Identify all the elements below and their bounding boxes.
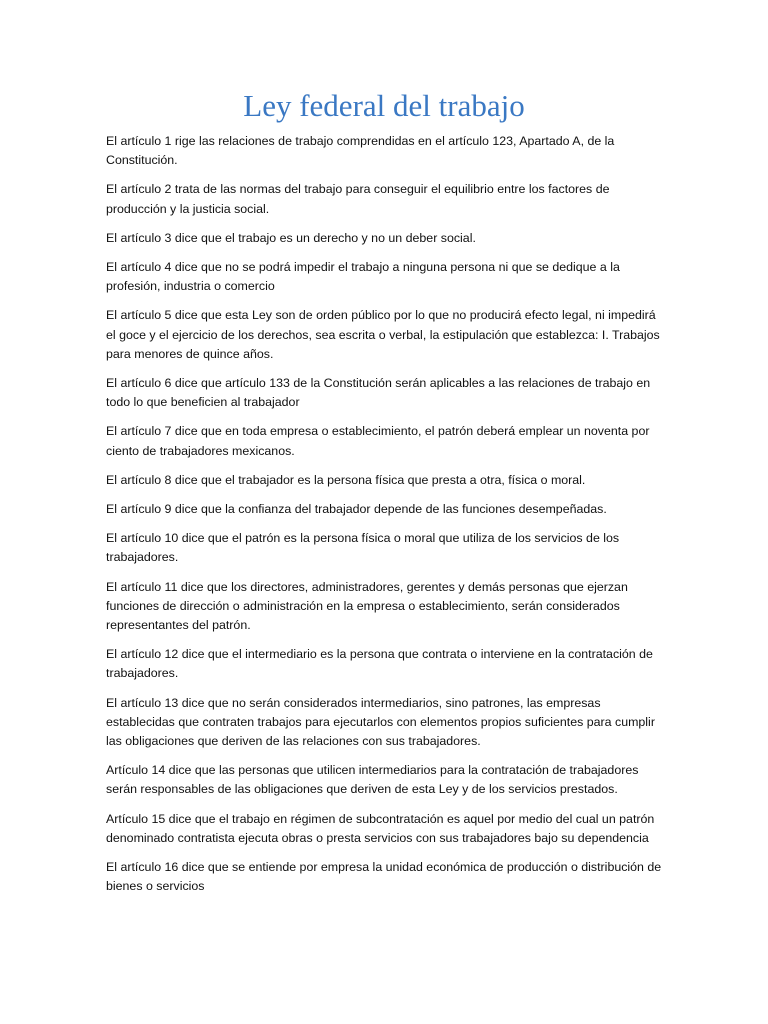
- paragraph-article-15: Artículo 15 dice que el trabajo en régimen de subcontratación es aquel por medio del cual un patrón denominado contratista ejecuta obras o presta servicios con sus trabajadores bajo su dependencia: [106, 811, 655, 845]
- paragraph-article-2: El artículo 2 trata de las normas del trabajo para conseguir el equilibrio entre los factores de producción y la justicia social.: [106, 182, 610, 216]
- paragraph-article-8: El artículo 8 dice que el trabajador es la persona física que presta a otra, física o moral.: [106, 472, 586, 487]
- document-title: Ley federal del trabajo: [243, 88, 525, 123]
- paragraph-article-7: El artículo 7 dice que en toda empresa o establecimiento, el patrón deberá emplear un noventa por ciento de trabajadores mexicanos.: [106, 424, 650, 458]
- paragraph-article-9: El artículo 9 dice que la confianza del trabajador depende de las funciones desempeñadas.: [106, 502, 607, 517]
- paragraph-article-12: El artículo 12 dice que el intermediario es la persona que contrata o interviene en la contratación de trabajadores.: [106, 647, 653, 681]
- paragraph-article-11: El artículo 11 dice que los directores, administradores, gerentes y demás personas que ejerzan funciones de dirección o administración en la empresa o establecimiento, serán considerados representantes del patrón.: [106, 579, 628, 633]
- paragraph-article-1: El artículo 1 rige las relaciones de trabajo comprendidas en el artículo 123, Apartado A, de la Constitución.: [106, 134, 615, 168]
- paragraph-article-14: Artículo 14 dice que las personas que utilicen intermediarios para la contratación de trabajadores serán responsables de las obligaciones que deriven de esta Ley y de los servicios prestados.: [106, 763, 639, 797]
- paragraph-article-4: El artículo 4 dice que no se podrá impedir el trabajo a ninguna persona ni que se dedique a la profesión, industria o comercio: [106, 260, 620, 294]
- paragraph-article-16: El artículo 16 dice que se entiende por empresa la unidad económica de producción o distribución de bienes o servicios: [106, 860, 662, 894]
- paragraph-article-13: El artículo 13 dice que no serán considerados intermediarios, sino patrones, las empresas establecidas que contraten trabajos para ejecutarlos con elementos propios suficientes para cumplir las obligaciones que deriven de las relaciones con sus trabajadores.: [106, 695, 655, 749]
- document-body: [106, 132, 668, 907]
- paragraph-article-3: El artículo 3 dice que el trabajo es un derecho y no un deber social.: [106, 230, 476, 245]
- paragraph-article-6: El artículo 6 dice que artículo 133 de la Constitución serán aplicables a las relaciones de trabajo en todo lo que beneficien al trabajador: [106, 376, 651, 410]
- paragraph-article-5: El artículo 5 dice que esta Ley son de orden público por lo que no producirá efecto legal, ni impedirá el goce y el ejercicio de los derechos, sea escrita o verbal, la estipulación que establezca: I. Trabajos para menores de quince años.: [106, 308, 660, 361]
- paragraph-article-10: El artículo 10 dice que el patrón es la persona física o moral que utiliza de los servicios de los trabajadores.: [106, 531, 620, 565]
